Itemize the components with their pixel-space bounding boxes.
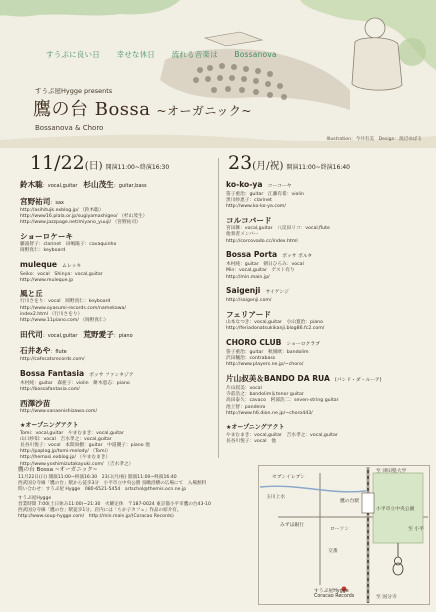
artist-url: http://asihitujk.exblog.jp/ （鈴木聡） xyxy=(20,207,104,213)
map-label: 至 津田塾大学 xyxy=(376,469,407,474)
artist-detail: 池上智：pandeiro xyxy=(226,404,266,410)
credit-text: Illustration：今井有美 Design：渡辺ゆばる xyxy=(326,137,422,142)
tagline-part-4: Bossanova xyxy=(234,50,277,59)
map-label: 交番 xyxy=(328,549,338,554)
artist-name: 杉山茂生 xyxy=(83,180,114,189)
access-map xyxy=(258,465,430,605)
artist-url: http://www.muleque.jp xyxy=(20,277,74,283)
artist-detail: 笹子重治：guitar 秋岡欧：bandolim xyxy=(226,349,309,355)
day1-date: 11/22 xyxy=(30,152,85,174)
artist-detail: Tomi：vocal,guitar やまむまき：vocal,guitar xyxy=(20,430,124,436)
artist-detail: 藤波智子：clarinet 田嶋陽子：cavaquinho xyxy=(20,241,117,247)
artist-detail: 他奏者メンバー xyxy=(226,232,259,238)
artist-url: http://min.main.jp/ xyxy=(226,274,270,280)
act-entry xyxy=(226,310,416,332)
artist-detail: index2.html （行川さをり） xyxy=(20,311,83,317)
event-subtitle: Bossanova & Choro xyxy=(35,124,104,132)
artist-name: ショーロケーキ xyxy=(20,231,74,241)
artist-name: 宮野祐司 xyxy=(20,196,51,206)
artist-kana: ムレッキ xyxy=(62,263,82,269)
artist-detail: 木村純：guitar 森亜子：violin 餅木恵志：piano xyxy=(20,380,130,386)
act-entry xyxy=(20,260,210,284)
artist-name: 石井あや xyxy=(20,346,51,356)
act-name xyxy=(226,180,416,192)
map-label: 至 国分寺 xyxy=(376,595,397,600)
act-name xyxy=(20,369,210,381)
artist-url: http://www.sanaenishizawa.com/ xyxy=(20,408,98,414)
artist-url: http://www.11piano.com/ （岡野真仁） xyxy=(20,318,109,324)
artist-name: 西澤沙苗 xyxy=(20,398,51,408)
footer-line: 西武国分寺線「鷹の台」駅から徒歩3分 小平市立中央公園 鳥瞰浴横の広場にて 入場無料 xyxy=(18,480,207,486)
act-entry xyxy=(20,330,210,341)
artist-url: http://www.players.ne.jp/~choro/ xyxy=(226,362,304,368)
artist-kana: ボッサ ポルタ xyxy=(282,254,313,260)
act-name xyxy=(20,330,210,341)
act-name xyxy=(226,374,416,386)
artist-name: Bossa Fantasia xyxy=(20,368,85,378)
act-name xyxy=(20,197,210,208)
act-name xyxy=(20,260,210,272)
act-name xyxy=(226,286,416,298)
artist-url: http://feriadonatsukikanji.blog86.fc2.com/ xyxy=(226,326,325,332)
artist-detail: Seiko：vocal Shinya：vocal,guitar xyxy=(20,271,103,277)
artist-url: http://www.jazzpage.net/miyano_yuuji/ （宮野祐司） xyxy=(20,219,141,225)
map-label: 鷹の台駅 xyxy=(340,499,360,504)
column-divider xyxy=(218,158,219,458)
act-entry xyxy=(226,216,416,245)
artist-name: ★オープニングアクト xyxy=(20,421,79,429)
map-label: 小平市立中央公園 xyxy=(376,507,415,512)
act-entry xyxy=(20,289,210,324)
day1-lineup xyxy=(20,180,210,473)
artist-url: http://www16.plala.or.jp/sugiyamashigeo/ （杉山茂生） xyxy=(20,213,148,219)
day2-lineup xyxy=(226,180,416,450)
event-info xyxy=(18,467,253,520)
artist-detail: 行川さをり：vocal 岡野真仁：keyboard xyxy=(20,299,111,305)
artist-name: フェリアード xyxy=(226,310,271,320)
artist-detail: 寺前浩之：bandolim＆tenor guitar xyxy=(226,392,304,398)
shop-info-line: 西武国分寺線「鷹の台」駅徒歩1分。店内には「ちか子カフェ」作品の紹介有。 xyxy=(18,507,182,513)
event-title-main: 鷹の台 Bossa xyxy=(33,99,151,120)
artist-detail: やまむまき：vocal,guitar 吉水孝之：vocal,guitar xyxy=(226,432,338,438)
artist-url: http://corcovado.cc/index.html xyxy=(226,238,298,244)
map-drawing xyxy=(258,465,430,605)
artist-detail: 山本なつき：vocal,guitar 小山寛治：piano xyxy=(226,320,324,326)
day2-times: 開演11:00~終演16:40 xyxy=(286,164,350,171)
artist-kana: ボッサ ファンタジア xyxy=(89,372,134,378)
artist-role: ：guitar,bass xyxy=(113,183,147,189)
tagline-part-1: すうぷに良い日 xyxy=(46,50,100,59)
artist-name: 荒野愛子 xyxy=(83,329,114,339)
map-label: 至 小平 xyxy=(408,527,424,532)
artist-detail: Min：vocal,guitar ゲスト有り xyxy=(226,268,295,274)
artist-role: ：vocal,guitar xyxy=(42,332,78,339)
act-entry xyxy=(20,421,210,468)
day1-header xyxy=(30,152,169,174)
day1-dow: (日) xyxy=(84,161,103,172)
artist-name: ko-ko-ya xyxy=(226,180,263,189)
shop-info-line: http://www.soup-hygge.com/ http://min.main.jp/(Coracao Records) xyxy=(18,513,174,519)
artist-detail: 沢田穣治：contrabass xyxy=(226,356,276,362)
tagline xyxy=(46,49,291,60)
act-entry xyxy=(226,338,416,369)
artist-url: http://paplog.jp/tomi-melody/ （Tomi） xyxy=(20,449,111,455)
artist-kana: コーコーヤ xyxy=(267,184,292,189)
artist-detail: 長谷川悦子：vocal 本間尚樹：guitar 中道優子：piano 他 xyxy=(20,442,150,448)
artist-role: ：sax xyxy=(50,199,65,206)
artist-detail: 黒川紗恵子：clarinet xyxy=(226,198,272,204)
event-title xyxy=(33,95,252,121)
day2-date: 23 xyxy=(228,152,253,174)
artist-url: http://bossafantasia.com/ xyxy=(20,387,80,393)
artist-role: ：flute xyxy=(50,349,67,356)
shop-logo: すうぷ屋Hygge xyxy=(18,495,52,501)
act-name xyxy=(20,346,210,357)
footer-line: 11月22日(日) 開演11:00~終演16:30 23日(月/祝) 開演11:00~終演16:40 xyxy=(18,474,177,480)
artist-detail: 長谷川悦子：vocal 他 xyxy=(226,438,276,444)
day2-dow: (月/祝) xyxy=(252,161,284,172)
artist-url: http://www.ko-ko-ya.com/ xyxy=(226,204,286,210)
act-entry xyxy=(20,369,210,393)
artist-detail: 片山叔美：vocal xyxy=(226,386,262,392)
act-name xyxy=(20,232,210,242)
tagline-part-2: 幸せな休日 xyxy=(116,50,155,59)
act-name xyxy=(226,338,416,350)
artist-detail: 木村純：guitar 朝日ひろみ：vocal xyxy=(226,262,304,268)
act-name xyxy=(226,250,416,262)
day2-header xyxy=(228,152,350,174)
map-label: ローソン xyxy=(330,527,349,532)
map-label: みずほ銀行 xyxy=(280,523,304,528)
artist-name: muleque xyxy=(20,259,58,269)
tagline-part-3: 流れる音楽は xyxy=(171,50,218,59)
act-entry xyxy=(20,197,210,227)
artist-url: http://cafecatsrecords.com/ xyxy=(20,357,85,363)
artist-kana: (バンド・ダ・ルーア) xyxy=(334,378,382,384)
act-entry xyxy=(226,374,416,417)
artist-detail: 笹子重治：guitar 江藤有希：violin xyxy=(226,192,304,197)
act-entry xyxy=(20,346,210,363)
map-label: セブンイレブン xyxy=(272,475,305,480)
artist-role: ：vocal,guitar xyxy=(42,183,78,189)
map-label: すうぷ屋Hygge xyxy=(314,589,349,594)
artist-name: Bossa Porta xyxy=(226,250,278,260)
artist-detail: 宮田舞：vocal,guitar 八反田リコ：vocal,flute xyxy=(226,226,330,232)
artist-url: http://www.oyasumi-records.com/namekawa/ xyxy=(20,305,126,311)
artist-name: 風と丘 xyxy=(20,289,43,299)
artist-url: http://www.yoshimizutakayuki.com/ （吉水孝之） xyxy=(20,461,134,467)
act-name xyxy=(226,423,416,433)
act-name xyxy=(20,421,210,431)
artist-name: Saigenji xyxy=(226,286,261,296)
artist-name: 田代司 xyxy=(20,329,43,339)
act-entry xyxy=(226,423,416,445)
act-name xyxy=(20,289,210,299)
act-entry xyxy=(20,232,210,254)
act-entry xyxy=(226,250,416,281)
footer-line: 問い合わせ：すうぷ屋 Hygge 080-6521-5454 artschol@themis.ocn.ne.jp xyxy=(18,486,187,492)
artist-kana: サイゲンジ xyxy=(265,290,289,296)
act-name xyxy=(20,399,210,409)
shop-info-line: 営業時間 7:00(土日休み11:00)~21:30 火曜定休 〒187-0024 東京都小平市鷹の台43-10 xyxy=(18,501,211,507)
presenter-text: すうぷ屋Hygge presents xyxy=(35,87,113,95)
artist-url: http://www.h6.dion.ne.jp/~choro443/ xyxy=(226,410,313,416)
artist-name: コルコバード xyxy=(226,216,272,226)
artist-name: ★オープニングアクト xyxy=(226,423,285,431)
artist-detail: 高田泰久：cavaco 阿部浩二：seven-string guitar xyxy=(226,398,339,404)
act-name xyxy=(226,216,416,226)
artist-detail: 岡野真仁：keyboard xyxy=(20,247,66,253)
day1-times: 開演11:00~終演16:30 xyxy=(105,164,170,171)
act-entry xyxy=(226,180,416,211)
act-name xyxy=(20,180,210,191)
footer-title: 鷹の台 Bossa ~オーガニック~ xyxy=(18,467,98,473)
act-entry xyxy=(20,399,210,415)
map-label: 玉川上水 xyxy=(266,495,286,500)
act-entry xyxy=(226,286,416,304)
artist-kana: ショーロクラブ xyxy=(286,341,320,347)
act-entry xyxy=(20,180,210,191)
artist-name: CHORO CLUB xyxy=(226,337,282,347)
artist-detail: 山口紗知：vocal 吉水孝之：vocal,guitar xyxy=(20,436,112,442)
artist-role: ：piano xyxy=(113,332,133,339)
artist-url: http://hemasi.exblog.jp/ （やまむまき） xyxy=(20,455,111,461)
act-name xyxy=(226,310,416,320)
artist-name: 鈴木聡 xyxy=(20,180,43,189)
artist-url: http://saigenji.com/ xyxy=(226,298,272,304)
artist-name: 片山叔美＆BANDO DA RUA xyxy=(226,374,330,384)
event-title-sub: ~オーガニック~ xyxy=(156,104,252,118)
map-label: Coracao Records xyxy=(314,594,355,599)
